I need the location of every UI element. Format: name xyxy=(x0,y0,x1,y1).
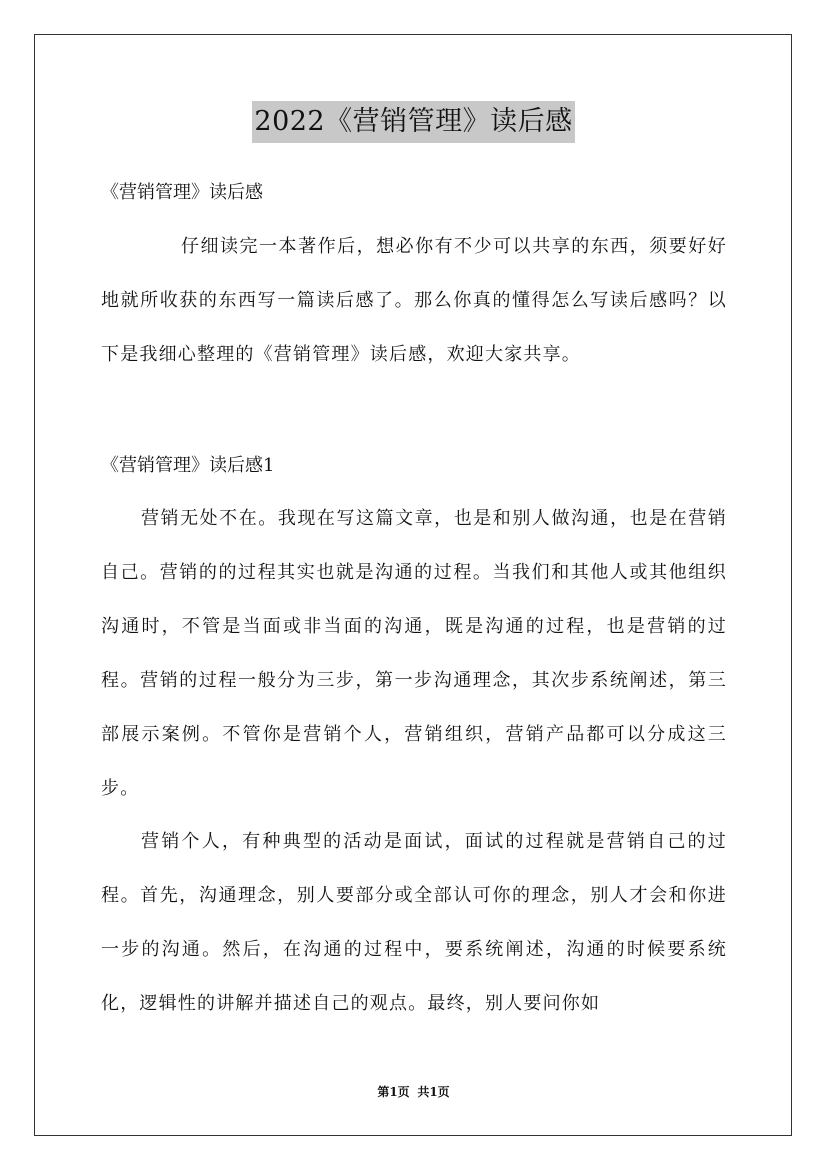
body-paragraph-1: 营销无处不在。我现在写这篇文章，也是和别人做沟通，也是在营销自己。营销的的过程其实也就是沟通的过程。当我们和其他人或其他组织沟通时，不管是当面或非当面的沟通，既是沟通的过程，也是营销的过程。营销的过程一般分为三步，第一步沟通理念，其次步系统阐述，第三部展示案例。不管你是营销个人，营销组织，营销产品都可以分成这三步。 xyxy=(101,508,727,799)
document-subtitle: 《营销管理》读后感 xyxy=(101,182,263,203)
document-title-container xyxy=(0,101,827,143)
body-paragraph-2: 营销个人，有种典型的活动是面试，面试的过程就是营销自己的过程。首先，沟通理念，别人要部分或全部认可你的理念，别人才会和你进一步的沟通。然后，在沟通的过程中，要系统阐述，沟通的时候要系统化，逻辑性的讲解并描述自己的观点。最终，别人要问你如 xyxy=(101,831,727,1014)
document-title: 2022《营销管理》读后感 xyxy=(252,101,574,143)
page-total: 共1页 xyxy=(417,1085,450,1099)
section-heading-1: 《营销管理》读后感1 xyxy=(101,455,275,476)
intro-paragraph: 仔细读完一本著作后，想必你有不少可以共享的东西，须要好好地就所收获的东西写一篇读后感了。那么你真的懂得怎么写读后感吗？以下是我细心整理的《营销管理》读后感，欢迎大家共享。 xyxy=(101,236,727,365)
page-number: 第1页 xyxy=(377,1085,410,1099)
page-footer xyxy=(0,1084,827,1100)
